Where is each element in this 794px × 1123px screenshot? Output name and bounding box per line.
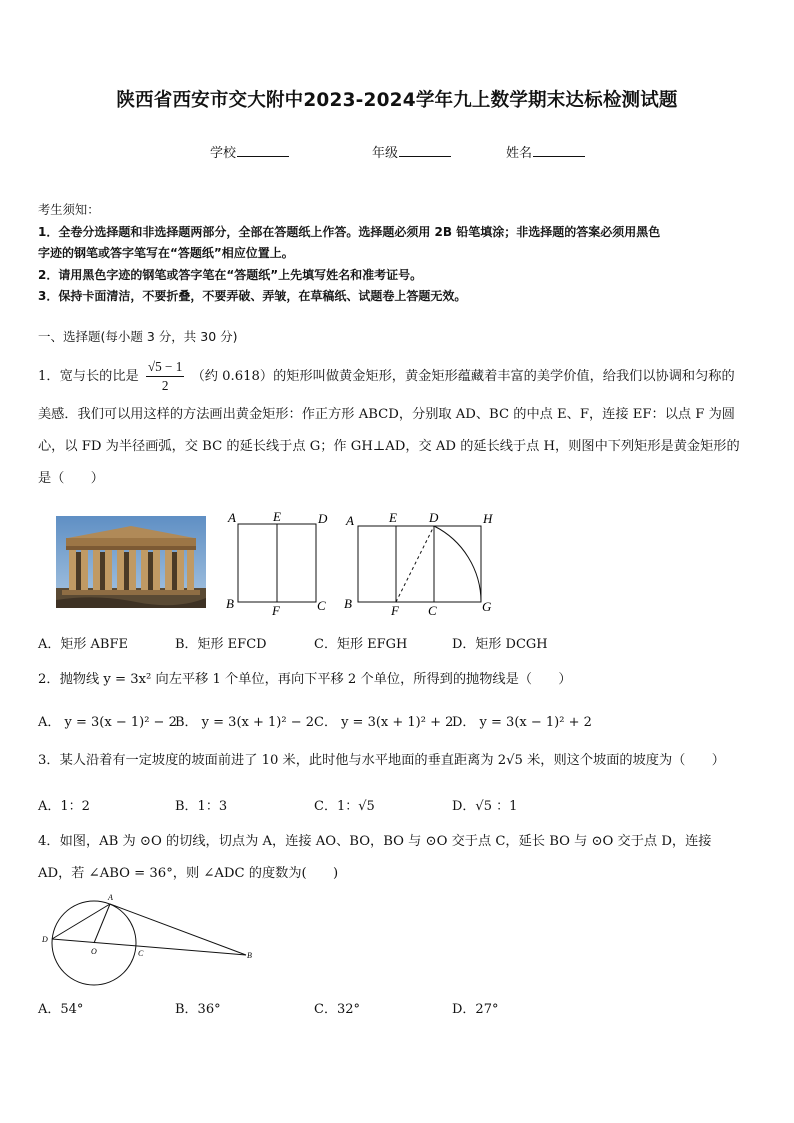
notice-item-3: 3．保持卡面清洁，不要折叠，不要弄破、弄皱，在草稿纸、试题卷上答题无效。 — [38, 289, 467, 303]
fig2-label-f: F — [391, 603, 399, 618]
fig1-label-c: C — [317, 598, 326, 613]
notice-heading: 考生须知： — [38, 203, 100, 217]
fig2-label-b: B — [344, 596, 352, 611]
q1-option-c[interactable]: C．矩形 EFGH — [314, 637, 408, 652]
fig2-label-h: H — [483, 511, 493, 526]
q2-option-d[interactable]: D． y = 3(x − 1)² + 2 — [452, 715, 592, 730]
fig1-label-b: B — [226, 596, 234, 611]
q4-option-d[interactable]: D．27° — [452, 1002, 499, 1017]
q3-option-c[interactable]: C．1：√5 — [314, 799, 375, 814]
q2-option-c[interactable]: C． y = 3(x + 1)² + 2 — [314, 715, 454, 730]
name-label: 姓名 — [506, 146, 533, 161]
page-title: 陕西省西安市交大附中2023-2024学年九上数学期末达标检测试题 — [116, 90, 678, 111]
school-field[interactable] — [210, 142, 289, 161]
q4-option-c[interactable]: C．32° — [314, 1002, 360, 1017]
fig4-label-o: O — [91, 947, 97, 956]
figure-golden-rectangle — [342, 508, 507, 618]
q1-options — [0, 633, 794, 653]
section-heading: 一、选择题(每小题 3 分，共 30 分) — [38, 329, 238, 344]
parthenon-photo — [56, 516, 206, 608]
parthenon-image — [56, 516, 206, 608]
q4-line1: 4．如图，AB 为 ⊙O 的切线，切点为 A，连接 AO、BO，BO 与 ⊙O 交于点 C，延长 BO 与 ⊙O 交于点 D，连接 — [38, 834, 712, 849]
figure-square-abcd — [222, 508, 342, 618]
school-blank[interactable] — [237, 144, 289, 157]
q1-option-a[interactable]: A．矩形 ABFE — [38, 637, 128, 652]
name-blank[interactable] — [533, 144, 585, 157]
fraction-denominator: 2 — [161, 378, 169, 393]
name-field[interactable] — [506, 142, 585, 161]
question-2-stem: 2．抛物线 y = 3x² 向左平移 1 个单位，再向下平移 2 个单位，所得到的抛物线是（ ） — [38, 672, 572, 687]
notice-block — [38, 200, 760, 308]
q3-option-d[interactable]: D．√5 ：1 — [452, 799, 518, 814]
notice-item-1-cont: 字迹的钢笔或答字笔写在“答题纸”相应位置上。 — [38, 246, 294, 260]
figure-circle-tangent — [36, 888, 268, 992]
fig1-label-a: A — [228, 510, 236, 525]
q3-option-b[interactable]: B．1：3 — [175, 799, 228, 814]
q1-line2: 美感．我们可以用这样的方法画出黄金矩形：作正方形 ABCD，分别取 AD、BC 的中点 E、F，连接 EF：以点 F 为圆 — [38, 407, 735, 422]
fig2-label-g: G — [482, 599, 492, 614]
grade-field[interactable] — [372, 142, 451, 161]
fig4-label-a: A — [108, 893, 113, 902]
q4-options — [0, 998, 794, 1018]
q1-option-b[interactable]: B．矩形 EFCD — [175, 637, 267, 652]
q2-option-a[interactable]: A． y = 3(x − 1)² − 2 — [38, 715, 177, 730]
question-4 — [38, 826, 760, 890]
grade-label: 年级 — [372, 146, 399, 161]
question-1 — [38, 358, 760, 495]
q3-options — [0, 795, 794, 815]
q1-line3: 心，以 FD 为半径画弧，交 BC 的延长线于点 G；作 GH⊥AD，交 AD 的延长线于点 H，则图中下列矩形是黄金矩形的 — [38, 439, 740, 454]
q4-option-b[interactable]: B．36° — [175, 1002, 221, 1017]
fig4-label-b: B — [247, 951, 252, 960]
q1-line4: 是（ ） — [38, 471, 104, 486]
fig4-label-c: C — [138, 949, 144, 958]
fig2-label-a: A — [346, 513, 354, 528]
q1-option-d[interactable]: D．矩形 DCGH — [452, 637, 548, 652]
q1-line1-rest: （约 0.618）的矩形叫做黄金矩形，黄金矩形蕴藏着丰富的美学价值，给我们以协调和匀称的 — [191, 369, 735, 384]
fraction-numerator: √5 − 1 — [146, 358, 184, 377]
fig4-label-d: D — [42, 935, 48, 944]
fig1-label-f: F — [272, 603, 280, 618]
school-label: 学校 — [210, 146, 237, 161]
fig2-label-e: E — [389, 510, 397, 525]
golden-ratio-fraction — [146, 358, 184, 395]
fig2-label-d: D — [429, 510, 439, 525]
q4-option-a[interactable]: A．54° — [38, 1002, 84, 1017]
notice-item-2: 2．请用黑色字迹的钢笔或答字笔在“答题纸”上先填写姓名和准考证号。 — [38, 267, 423, 282]
grade-blank[interactable] — [399, 144, 451, 157]
notice-item-1: 1．全卷分选择题和非选择题两部分，全部在答题纸上作答。选择题必须用 2B 铅笔填涂；非选择题的答案必须用黑色 — [38, 224, 661, 239]
q1-prefix: 1．宽与长的比是 — [38, 369, 139, 384]
fig1-label-d: D — [318, 511, 328, 526]
fig2-label-c: C — [428, 603, 437, 618]
question-3-stem: 3．某人沿着有一定坡度的坡面前进了 10 米，此时他与水平地面的垂直距离为 2√5 米，则这个坡面的坡度为（ ） — [38, 753, 725, 768]
q3-option-a[interactable]: A．1：2 — [38, 799, 90, 814]
q4-line2: AD，若 ∠ABO = 36°，则 ∠ADC 的度数为( ) — [38, 866, 339, 881]
fig1-label-e: E — [273, 509, 281, 524]
q2-option-b[interactable]: B． y = 3(x + 1)² − 2 — [175, 715, 315, 730]
q2-options — [0, 711, 794, 731]
